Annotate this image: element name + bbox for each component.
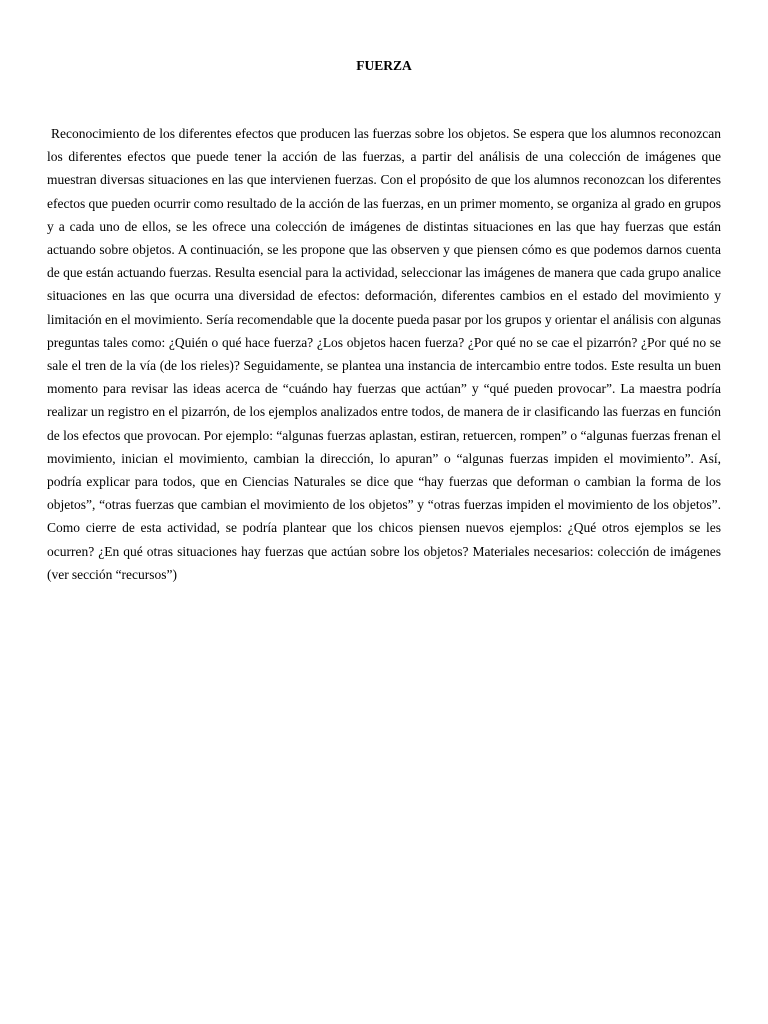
document-paragraph: Reconocimiento de los diferentes efectos que producen las fuerzas sobre los objetos. Se espera que los alumnos reconozcan los diferentes efectos que puede tener la acción de las fuerzas, a partir del análisis de una colección de imágenes que muestran diversas situaciones en las que intervienen fuerzas. Con el propósito de que los alumnos reconozcan los diferentes efectos que pueden ocurrir como resultado de la acción de las fuerzas, en un primer momento, se organiza al grado en grupos y a cada uno de ellos, se les ofrece una colección de imágenes de distintas situaciones en las que hay fuerzas que están actuando sobre objetos. A continuación, se les propone que las observen y que piensen cómo es que podemos darnos cuenta de que están actuando fuerzas. Resulta esencial para la actividad, seleccionar las imágenes de manera que cada grupo analice situaciones en las que ocurra una diversidad de efectos: deformación, diferentes cambios en el estado del movimiento y limitación en el movimiento. Sería recomendable que la docente pueda pasar por los grupos y orientar el análisis con algunas preguntas tales como: ¿Quién o qué hace fuerza? ¿Los objetos hacen fuerza? ¿Por qué no se cae el pizarrón? ¿Por qué no se sale el tren de la vía (de los rieles)? Seguidamente, se plantea una instancia de intercambio entre todos. Este resulta un buen momento para revisar las ideas acerca de “cuándo hay fuerzas que actúan” y “qué pueden provocar”. La maestra podría realizar un registro en el pizarrón, de los ejemplos analizados entre todos, de manera de ir clasificando las fuerzas en función de los efectos que provocan. Por ejemplo: “algunas fuerzas aplastan, estiran, retuercen, rompen” o “algunas fuerzas frenan el movimiento, inician el movimiento, cambian la dirección, lo apuran” o “algunas fuerzas impiden el movimiento”. Así, podría explicar para todos, que en Ciencias Naturales se dice que “hay fuerzas que deforman o cambian la forma de los objetos”, “otras fuerzas que cambian el movimiento de los objetos” y “otras fuerzas impiden el movimiento de los objetos”. Como cierre de esta actividad, se podría plantear que los chicos piensen nuevos ejemplos: ¿Qué otros ejemplos se les ocurren? ¿En qué otras situaciones hay fuerzas que actúan sobre los objetos? Materiales necesarios: colección de imágenes (ver sección “recursos”) (47, 126, 721, 582)
document-title: FUERZA (356, 58, 412, 73)
